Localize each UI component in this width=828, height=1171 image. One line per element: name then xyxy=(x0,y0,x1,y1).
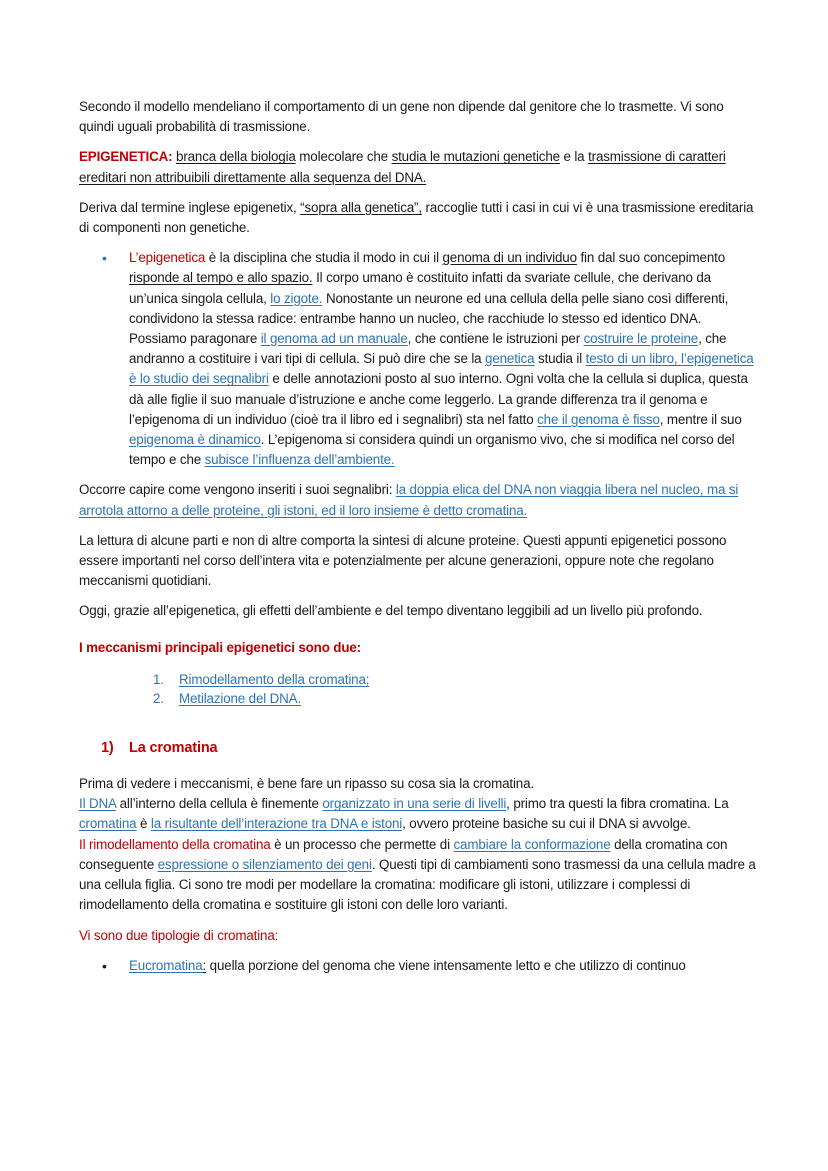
list-item: • L’epigenetica è la disciplina che studia il modo in cui il genoma di un individuo fin dal suo concepimento risponde al tempo e allo spazio. Il corpo umano è costituito infatti da svariate cellule, che derivano da un’unica singola cellula, lo zigote. Nonostante un neurone ed una cellula della pelle siano così differenti, condividono la stessa radice: entrambe hanno un nucleo, che racchiude lo stesso ed identico DNA. Possiamo paragonare il genoma ad un manuale, che contiene le istruzioni per costruire le proteine, che andranno a costituire i vari tipi di cellula. Si può dire che se la genetica studia il testo di un libro, l’epigenetica è lo studio dei segnalibri e delle annotazioni posto al suo interno. Ogni volta che la cellula si duplica, questa dà alle figlie il suo manuale d’istruzione e anche come leggerlo. La grande differenza tra il genoma e l’epigenoma di un individuo (cioè tra il libro ed i segnalibri) sta nel fatto che il genoma è fisso, mentre il suo epigenoma è dinamico. L’epigenoma si considera quindi un organismo vivo, che si modifica nel corso del tempo e che subisce l’influenza dell’ambiente. xyxy=(102,250,754,468)
chromatin-block xyxy=(79,774,759,915)
underlined-phrase: studia le mutazioni genetiche xyxy=(391,149,560,165)
underlined-phrase: branca della biologia xyxy=(176,149,296,165)
paragraph-etymology: Deriva dal termine inglese epigenetix, “sopra alla genetica”, raccoglie tutti i casi in cui vi è una trasmissione ereditaria di componenti non genetiche. xyxy=(79,199,754,236)
bullet-icon: • xyxy=(102,250,107,267)
red-term: Il rimodellamento della cromatina xyxy=(79,836,271,852)
highlight-link[interactable]: cromatina xyxy=(79,816,137,832)
mechanisms-list xyxy=(79,670,759,708)
paragraph-today: Oggi, grazie all’epigenetica, gli effetti dell’ambiente e del tempo diventano leggibili ad un livello più profondo. xyxy=(79,603,703,619)
chromatin-intro: Prima di vedere i meccanismi, è bene fare un ripasso su cosa sia la cromatina. xyxy=(79,776,534,792)
underlined-phrase: “sopra alla genetica”, xyxy=(300,199,422,215)
chromatin-remodeling: Il rimodellamento della cromatina è un processo che permette di cambiare la conformazione della cromatina con conseguente espressione o silenziamento dei geni. Questi tipi di cambiamenti sono trasmessi da una cellula madre a una cellula figlia. Ci sono tre modi per modellare la cromatina: modificare gli istoni, utilizzare i complessi di rimodellamento della cromatina e sostituire gli istoni con delle loro varianti. xyxy=(79,836,756,913)
highlight-link[interactable]: testo di un libro, l’epigenetica è lo studio dei segnalibri xyxy=(129,351,754,387)
mechanism-link[interactable]: Rimodellamento della cromatina; xyxy=(179,671,370,687)
term-link[interactable]: Eucromatina xyxy=(129,957,203,973)
paragraph-bookmarks: Occorre capire come vengono inseriti i suoi segnalibri: la doppia elica del DNA non viaggia libera nel nucleo, ma si arrotola attorno a delle proteine, gli istoni, ed il loro insieme è detto cromatina. xyxy=(79,482,739,518)
chromatin-definition: Il DNA all’interno della cellula è finemente organizzato in una serie di livelli, primo tra questi la fibra cromatina. La cromatina è la risultante dell’interazione tra DNA e istoni, ovvero proteine basiche su cui il DNA si avvolge. xyxy=(79,796,729,832)
list-number: 2. xyxy=(153,690,164,706)
highlight-link[interactable]: la risultante dell’interazione tra DNA e istoni xyxy=(150,816,403,832)
highlight-link[interactable]: il genoma ad un manuale xyxy=(260,331,408,347)
term-epigenetica: EPIGENETICA: xyxy=(79,149,173,165)
mechanisms-heading: I meccanismi principali epigenetici sono due: xyxy=(79,639,361,655)
highlight-link[interactable]: genetica xyxy=(485,351,535,367)
list-item xyxy=(79,670,759,689)
highlight-link[interactable]: cambiare la conformazione xyxy=(453,836,611,852)
highlight-link[interactable]: epigenoma è dinamico xyxy=(129,432,261,448)
highlight-link[interactable]: la doppia elica del DNA non viaggia libera nel nucleo, ma si arrotola attorno a delle proteine, gli istoni, ed il loro insieme è detto cromatina. xyxy=(79,482,739,518)
document-page xyxy=(79,97,759,986)
highlight-link[interactable]: che il genoma è fisso xyxy=(537,411,660,427)
highlight-link[interactable]: lo zigote. xyxy=(270,290,323,306)
highlight-link[interactable]: costruire le proteine xyxy=(583,331,699,347)
underlined-phrase: trasmissione di caratteri ereditari non attribuibili direttamente alla sequenza del DNA. xyxy=(79,149,726,185)
list-item xyxy=(79,689,759,708)
chromatin-types-list xyxy=(79,956,759,976)
red-term: L’epigenetica xyxy=(129,250,206,266)
bullet-list-epigenetics xyxy=(79,248,759,470)
highlight-link[interactable]: espressione o silenziamento dei geni xyxy=(157,856,372,872)
list-number: 1. xyxy=(153,671,164,687)
underlined-phrase: genoma di un individuo xyxy=(442,250,577,266)
paragraph-mendelian: Secondo il modello mendeliano il comportamento di un gene non dipende dal genitore che lo trasmette. Vi sono quindi uguali probabilità di trasmissione. xyxy=(79,99,724,135)
paragraph-definition: EPIGENETICA: branca della biologia molecolare che studia le mutazioni genetiche e la trasmissione di caratteri ereditari non attribuibili direttamente alla sequenza del DNA. xyxy=(79,149,726,185)
mechanism-link[interactable]: Metilazione del DNA. xyxy=(179,690,302,706)
highlight-link[interactable]: Il DNA xyxy=(79,796,117,812)
section-heading-cromatina: 1) La cromatina xyxy=(101,739,218,756)
highlight-link[interactable]: subisce l’influenza dell’ambiente. xyxy=(204,452,395,468)
types-heading: Vi sono due tipologie di cromatina: xyxy=(79,927,279,943)
paragraph-reading: La lettura di alcune parti e non di altre comporta la sintesi di alcune proteine. Questi appunti epigenetici possono essere importanti nel corso dell’intera vita e potenzialmente per alcune generazioni, oppure note che regolano meccanismi quotidiani. xyxy=(79,532,727,589)
underlined-phrase: risponde al tempo e allo spazio. xyxy=(129,270,313,286)
bullet-icon: • xyxy=(102,957,107,974)
highlight-link[interactable]: organizzato in una serie di livelli xyxy=(322,796,507,812)
list-item: • Eucromatina: quella porzione del genoma che viene intensamente letto e che utilizzo di continuo xyxy=(79,956,759,976)
